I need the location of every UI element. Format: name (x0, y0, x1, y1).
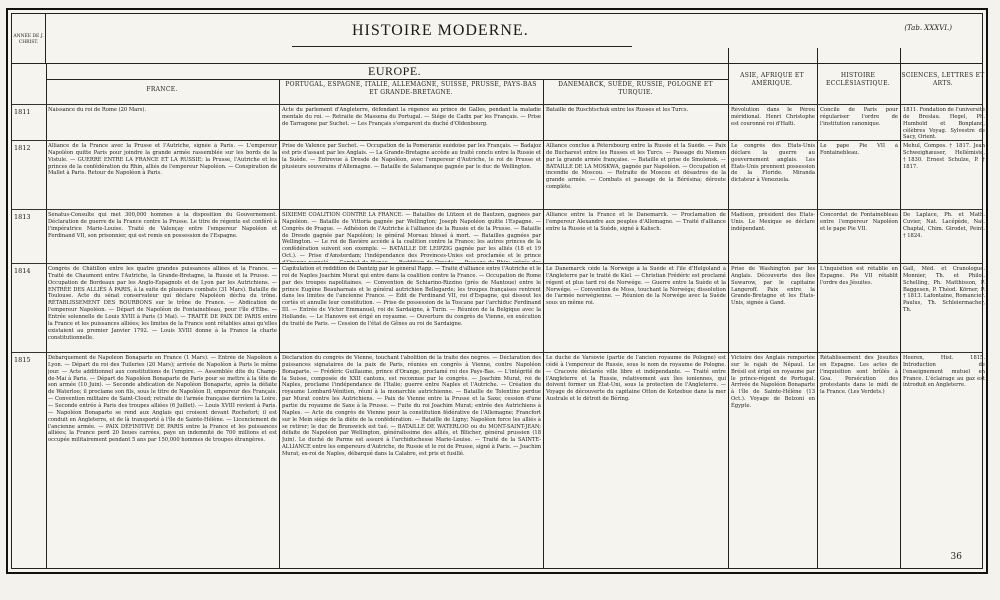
cell-danemarck: Le duché de Varsovie (partie de l'ancien royaume de Pologne) est cédé à l'empereur de Russie, sous le nom de royaume de Pologne. — Cracovie déclarée ville libre et indépendante. — Traité entre l'Angleterre et la Russie, relativement aux îles ioniennes, qui doivent former un État-Uni, sous la protection de l'Angleterre. — Voyage de découverte du capitaine Otton de Kotzebue dans la mer Australe et le détroit de Béring. (546, 355, 726, 403)
title-rule (292, 46, 632, 47)
year-separator (12, 352, 982, 353)
cell-danemarck: Alliance conclue à Pétersbourg entre la Russie et la Suède. — Paix de Bucharest entre les Russes et les Turcs. — Passage du Niemen par la grande armée française. — Bataille et prise de Smolensk. — BATAILLE DE LA MOSKWA, gagnée par Napoléon. — Occupation et incendie de Moscou. — Retraite de Moscou et désastres de la grande armée. — Combats et passage de la Bérésina; déroute complète. (546, 143, 726, 191)
year-label: 1813 (14, 213, 31, 221)
cell-eccl: Le pape Pie VII à Fontainebleau. (820, 143, 898, 156)
page-number: 36 (950, 552, 962, 562)
europe-rule (46, 79, 728, 80)
year-label: 1811 (14, 108, 31, 116)
vrule (543, 80, 544, 568)
cell-eccl: Concile de Paris pour régulariser l'ordre de l'institution canonique. (820, 107, 898, 127)
page-frame (6, 8, 988, 574)
header (12, 14, 982, 64)
col-header-france: FRANCE. (146, 86, 178, 93)
cell-portugal: Acte du parlement d'Angleterre, défendant la régence au prince de Galles, pendant la maladie mentale du roi. — Retraite de Massena du Portugal. — Siége de Cadix par les Français. — Prise de Tarragone par Suchet. — Les Français s'emparent du duché d'Oldenbourg. (282, 107, 541, 127)
year-separator (12, 209, 982, 210)
year-label: 1815 (14, 356, 31, 364)
cell-sciences: 1811. Fondation de l'université de Breslau. Hegel, Ph. Humbold et Bonpland, célèbres Voyag. Sylvestre de Sacy, Orient. (903, 107, 985, 139)
vrule (817, 48, 818, 568)
vrule (900, 48, 901, 568)
cell-france: Sénatus-Consulte qui met 300,000 hommes à la disposition du Gouvernement. Déclaration de guerre de la France contre la Prusse. Le titre de régente est conféré à l'impératrice Marie-Louise. Traité de Valençay entre l'empereur Napoléon et Ferdinand VII, son prisonnier, qui est remis en possession de l'Espagne. (48, 212, 277, 239)
cell-france: Naissance du roi de Rome (20 Mars). (48, 107, 147, 113)
cell-eccl: Rétablissement des Jésuites en Espagne. Les actes de l'inquisition sont brûlés à Goa. Persécution des protestants dans le midi de la France. (Les Verdets.) (820, 355, 898, 396)
year-separator (12, 263, 982, 264)
cell-france: Débarquement de Napoléon Bonaparte en France (1 Mars). — Entrée de Napoléon à Lyon. — Départ du roi des Tuileries (20 Mars); arrivée de Napoléon à Paris le même jour. — Acte additionnel aux constitutions de l'empire. — Assemblée dite du Champ-de-Mai à Paris. — Départ de Napoléon Bonaparte de Paris pour se mettre à la tête de son armée (10 Juin). — Seconde abdication de Napoléon Bonaparte, après la défaite de Waterloo; il proclame son fils, sous le titre de Napoléon II, empereur des Français. — Convention militaire de Saint-Cloud; retraite de l'armée française derrière la Loire. — Seconde entrée à Paris des troupes alliées (6 Juillet). — Louis XVIII revient à Paris. — Napoléon Bonaparte se rend aux Anglais qui croisent devant Rochefort; il est conduit en Angleterre, et de là transporté à l'île de Sainte-Hélène. — Licenciement de l'ancienne armée. — PAIX DÉFINITIVE DE PARIS entre la France et les puissances alliées; la France perd 20 lieues carrées, paye un indemnité de 700 millions et est occupée militairement pendant 5 ans par 150,000 hommes de troupes étrangères. (48, 355, 277, 444)
cell-asie: Prise de Washington par les Anglais. Découverte des îles Suwarow, par le capitaine Langeroff. Paix entre la Grande-Bretagne et les États-Unis, signée à Gand. (731, 266, 815, 307)
year-label: 1814 (14, 267, 31, 275)
year-label: 1812 (14, 144, 31, 152)
page-title: HISTOIRE MODERNE. (352, 22, 529, 39)
col-header-eccl: HISTOIRE ECCLÉSIASTIQUE. (826, 72, 890, 87)
year-separator (12, 104, 982, 105)
col-header-danemarck: DANEMARCK, SUÈDE, RUSSIE, POLOGNE ET TURQUIE. (558, 81, 713, 96)
cell-sciences: Gall, Méd. et Cranologue. Monnier, Th. et Philol. Schelling, Ph. Matthisson, P. Baggesen, P. Théod. Körner, P. † 1813. Lafontaine, Romancier. Paulus, Th. Schleiermacher, Th. (903, 266, 985, 314)
tab-number: (Tab. XXXVI.) (904, 24, 952, 32)
table-frame (11, 13, 983, 569)
cell-portugal: Capitulation et reddition de Dantzig par le général Rapp. — Traité d'alliance entre l'Autriche et le roi de Naples Joachim Murat qui entre dans la coalition contre la France. — Occupation de Rome par des troupes napolitaines. — Convention de Schiarino-Rizzino (près de Mantoue) entre le prince Eugène Beauharnais et le général autrichien Bellegarde; les troupes françaises rentrent dans les limites de l'ancienne France. — Édit de Ferdinand VII, roi d'Espagne, qui dissout les cortès et annulle leur constitution. — Prise de possession de la Toscane par l'archiduc Ferdinand III. — Entrée de Victor Emmanuel, roi de Sardaigne, à Turin. — Réunion de la Belgique avec la Hollande. — Le Hanovre est érigé en royaume. — Ouverture du congrès de Vienne, en exécution du traité de Paris. — Cession de l'état de Gênes au roi de Sardaigne. (282, 266, 541, 327)
europe-heading: EUROPE. (368, 64, 422, 78)
year-separator (12, 140, 982, 141)
cell-asie: Le congrès des États-Unis déclare la guerre au gouvernement anglais. Les États-Unis prennent possession de la Floride. Miranda dictateur à Venezuela. (731, 143, 815, 184)
col-header-portugal: PORTUGAL, ESPAGNE, ITALIE, ALLEMAGNE, SUISSE, PRUSSE, PAYS-BAS ET GRANDE-BRETAGNE. (285, 81, 537, 96)
cell-danemarck: Bataille de Ruschtschuk entre les Russes et les Turcs. (546, 107, 689, 113)
cell-eccl: L'inquisition est rétablie en Espagne. Pie VII rétablit l'ordre des Jésuites. (820, 266, 898, 286)
cell-asie: Révolution dans le Pérou méridional. Henri Christophe est couronné roi d'Haïti. (731, 107, 815, 127)
cell-france: Alliance de la France avec la Prusse et l'Autriche, signée à Paris. — L'empereur Napoléon quitte Paris pour joindre la grande armée rassemblée sur les bords de la Vistule. — GUERRE ENTRE LA FRANCE ET LA RUSSIE; la Prusse, l'Autriche et les princes de la confédération du Rhin, alliés de l'empereur Napoléon. — Conspiration de Mallet à Paris. Retour de Napoléon à Paris. (48, 143, 277, 177)
cell-danemarck: Le Danemarck cède la Norwége à la Suède et l'île d'Helgoland à l'Angleterre par le traité de Kiel. — Christian Frédéric est proclamé régent et plus tard roi de Norwége. — Guerre entre la Suède et la Norwége. — Convention de Moss, touchant la Norwége; dissolution de l'armée norwégienne. — Réunion de la Norwége avec la Suède sous un même roi. (546, 266, 726, 307)
cell-sciences: Mehul, Compos. † 1817. Jean Schweighæuser, Hellémiste, †1830. Ernest Schulze, P. † 1817. (903, 143, 985, 170)
col-header-asie: ASIE, AFRIQUE ET AMÉRIQUE. (740, 72, 804, 87)
cell-portugal: SIXIÈME COALITION CONTRE LA FRANCE. — Batailles de Lützen et de Bautzen, gagnées par Napoléon. — Bataille de Vittoria gagnée par Wellington; Joseph Napoléon quitte l'Espagne. — Congrès de Prague. — Adhésion de l'Autriche à l'alliance de la Russie et de la Prusse. — Bataille de Dresde gagnée par Napoléon; le général Moreau blessé à mort. — Batailles gagnées par Wellington. — Le roi de Bavière accède à la coalition contre la France; les autres princes de la confédération suivent son exemple. — BATAILLE DE LEIPZIG gagnée par les alliés (18 et 19 Oct.). — Prise d'Amsterdam; l'indépendance des Provinces-Unies est proclamée et le prince (282, 212, 541, 260)
cell-asie: Madison, président des États-Unis. Le Mexique se déclare indépendant. (731, 212, 815, 232)
cell-eccl: Concordat de Fontainebleau entre l'empereur Napoléon et le pape Pie VII. (820, 212, 898, 232)
col-header-sciences: SCIENCES, LETTRES ET ARTS. (901, 72, 985, 87)
cell-portugal: Prise de Valence par Suchet. — Occupation de la Poméranie suédoise par les Français. — Badajoz est pris d'assaut par les Anglais. — La Grande-Bretagne accède au traité conclu entre la Russie et la Suède. — Entrevue à Dresde de Napoléon, avec l'empereur d'Autriche, le roi de Prusse et plusieurs souverains d'Allemagne. — Bataille de Salamanque gagnée par le duc de Wellington. (282, 143, 541, 170)
vrule (279, 80, 280, 568)
cell-sciences: De Laplace, Ph. et Math. Cuvier, Nat. Lacépède, Nat. Chaptal, Chim. Girodet, Peint. † 1824. (903, 212, 985, 239)
annee-header: ANNÉE DE J. CHRIST. (12, 14, 46, 64)
cell-france: Congrès de Châtillon entre les quatre grandes puissances alliées et la France. — Traité de Chaumont entre l'Autriche, la Grande-Bretagne, la Russie et la Prusse. — Occupation de Bordeaux par les Anglo-Espagnols et de Lyon par les Autrichiens. — ENTRÉE DES ALLIÉS À PARIS, à la suite de plusieurs combats (31 Mars). Bataille de Toulouse. Acte du sénat conservateur qui déclare Napoléon déchu du trône. RÉTABLISSEMENT DES BOURBONS sur le trône de France. — Abdication de l'empereur Napoléon. — Départ de Napoléon de Fontainebleau, pour l'île d'Elbe. — Entrée solennelle de Louis XVIII à Paris (3 Mai). — TRAITÉ DE PAIX DE PARIS entre la France et les puissances alliées; les limites de la France sont rétablies ainsi qu'elles existaient au premier Janvier 1792. — Louis XVIII donne à la France la charte constitutionnelle. (48, 266, 277, 341)
vrule (728, 48, 729, 568)
cell-danemarck: Alliance entre la France et le Danemarck. — Proclamation de l'empereur Alexandre aux peuples d'Allemagne. — Traité d'alliance entre la Russie et la Suède, signé à Kalisch. (546, 212, 726, 232)
cell-portugal: Déclaration du congrès de Vienne, touchant l'abolition de la traite des nègres. — Déclaration des puissances signataires de la paix de Paris, réunies en congrès à Vienne, contre Napoléon Bonaparte. — Frédéric Guillaume, prince d'Orange, proclamé roi des Pays-Bas. — L'intégrité de la Suisse, composée de XXII cantons, est reconnue par le congrès. — Joachim Murat, roi de Naples, proclame l'indépendance de l'Italie; guerre entre Naples et l'Autriche. — Création du royaume Lombard-Vénitien, réuni à la monarchie autrichienne. — Bataille de Tolentino perdue par Murat contre les Autrichiens. — Paix de Vienne entre la Prusse et la Saxe; cession d'une partie du royaume de Saxe à la Prusse. — Fuite du roi Joachim Murat; entrée des Autrichiens à Naples. — Acte du congrès de Vienne pour la constitution fédérative de l'Allemagne; Francfort sur le Mein siége de la diète de la confédération. — Bataille de Ligny; Napoléon force les alliés à se retirer; le duc de Brunswick est tué. — BATAILLE DE WATERLOO ou du MONT-SAINT-JEAN; défaite de Napoléon par Wellington, généralissime des alliés, et Blücher, général prussien (18 Juin). Le duché de Parme est assuré à l'archiduchesse Marie-Louise. — Traité de la SAINTE-ALLIANCE entre les empereurs d'Autriche, de Russie et le roi de Prusse, signé à Paris. — Joachim Murat, ex-roi de Naples, débarqué dans la Calabre, est pris et fusillé. (282, 355, 541, 458)
cell-asie: Victoire des Anglais remportée sur le rajah de Népaul. Le Brésil est érigé en royaume par le prince-régent de Portugal. Arrivée de Napoléon Bonaparte à l'île de Sainte-Hélène (13 Oct.). Voyage de Belzoni en Égypte. (731, 355, 815, 410)
cell-sciences: Heeren, Hist. 1815. Introduction de l'enseignement mutuel en France. L'éclairage au gaz est introduit en Angleterre. (903, 355, 985, 389)
